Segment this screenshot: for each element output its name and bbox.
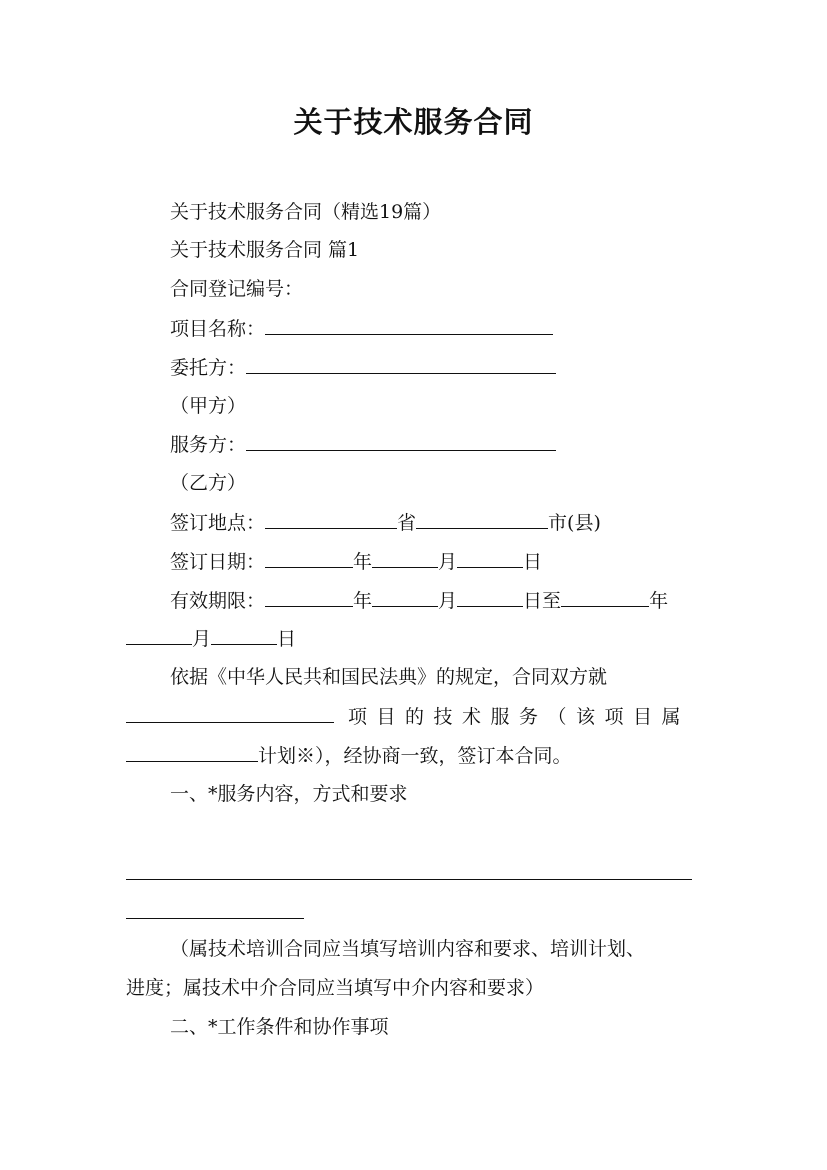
year-label: 年 <box>649 590 669 612</box>
project-name-row <box>170 316 553 341</box>
sign-date-label: 签订日期： <box>170 551 266 573</box>
party-b-label: （乙方） <box>170 472 247 494</box>
content-blank-line <box>126 879 692 880</box>
project-name-blank <box>265 316 553 335</box>
month-label: 月 <box>438 551 458 573</box>
day-blank <box>457 588 523 607</box>
section-1-note: （属技术培训合同应当填写培训内容和要求、培训计划、 <box>170 938 646 960</box>
section-1-heading: 一、*服务内容，方式和要求 <box>170 783 408 805</box>
section-1-note: 进度；属技术中介合同应当填写中介内容和要求） <box>126 977 545 999</box>
plan-end-text: 计划※），经协商一致，签订本合同。 <box>258 745 572 767</box>
basis-line-2 <box>126 704 690 729</box>
client-row <box>170 355 556 380</box>
service-provider-label: 服务方： <box>170 434 247 456</box>
service-provider-blank <box>246 432 556 451</box>
valid-period-row <box>170 588 668 613</box>
day-label: 日 <box>277 628 297 650</box>
day-blank <box>211 626 277 645</box>
client-label: 委托方： <box>170 357 247 379</box>
to-label: 日至 <box>523 590 562 612</box>
month-blank <box>372 588 438 607</box>
valid-period-row-cont <box>126 626 296 651</box>
project-name-label: 项目名称： <box>170 318 266 340</box>
year-label: 年 <box>353 551 373 573</box>
client-blank <box>246 355 556 374</box>
province-label: 省 <box>397 512 417 534</box>
content-blank-line <box>126 918 304 919</box>
month-label: 月 <box>438 590 458 612</box>
year-label: 年 <box>353 590 373 612</box>
document-title: 关于技术服务合同 <box>293 105 534 139</box>
project-service-text: 项目的技术服务（该项目属 <box>348 706 691 728</box>
day-label: 日 <box>523 551 543 573</box>
year-blank <box>265 549 353 568</box>
intro-line: 关于技术服务合同（精选19篇） <box>170 201 442 223</box>
month-blank <box>372 549 438 568</box>
year-blank <box>561 588 649 607</box>
sign-place-row <box>170 510 601 535</box>
city-label: 市(县) <box>548 512 601 534</box>
basis-line-3 <box>126 743 572 768</box>
basis-line: 依据《中华人民共和国民法典》的规定，合同双方就 <box>170 666 608 688</box>
registration-number-label: 合同登记编号： <box>170 278 304 300</box>
project-blank <box>126 704 334 723</box>
city-blank <box>416 510 548 529</box>
intro-line: 关于技术服务合同 篇1 <box>170 239 360 261</box>
year-blank <box>265 588 353 607</box>
section-2-heading: 二、*工作条件和协作事项 <box>170 1016 389 1038</box>
service-provider-row <box>170 432 556 457</box>
month-blank <box>126 626 192 645</box>
day-blank <box>457 549 523 568</box>
sign-date-row <box>170 549 542 574</box>
party-a-label: （甲方） <box>170 395 247 417</box>
sign-place-label: 签订地点： <box>170 512 266 534</box>
valid-period-label: 有效期限： <box>170 590 266 612</box>
plan-blank <box>126 743 258 762</box>
month-label: 月 <box>192 628 212 650</box>
province-blank <box>265 510 397 529</box>
